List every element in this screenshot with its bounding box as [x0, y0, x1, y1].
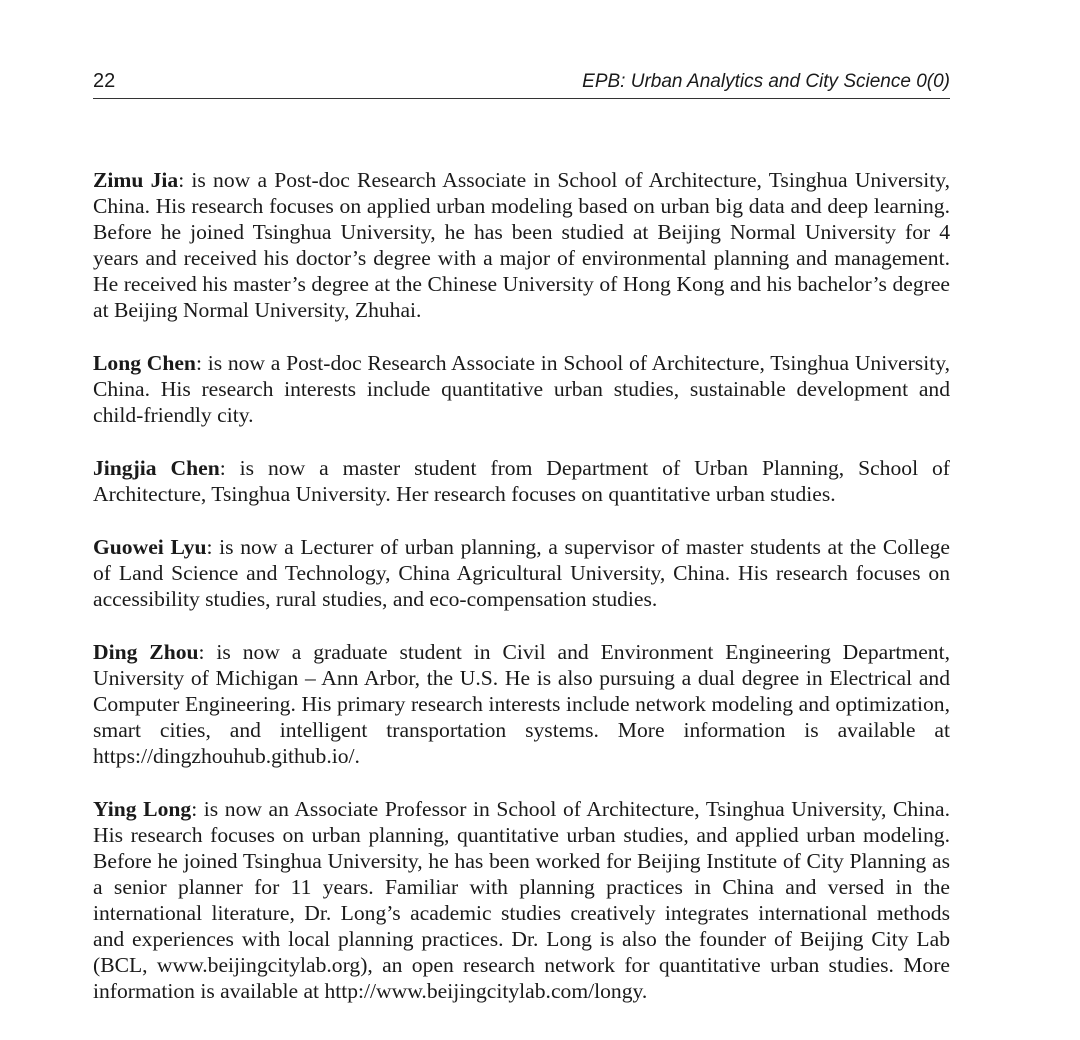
bio-ying-long: [93, 796, 950, 1004]
page-header: [93, 68, 950, 99]
bio-guowei-lyu: [93, 534, 950, 612]
author-bios: [93, 167, 950, 1031]
bio-long-chen: [93, 350, 950, 428]
bio-name: Zimu Jia: [93, 168, 179, 192]
bio-zimu-jia: [93, 167, 950, 323]
bio-text: : is now a master student from Department of Urban Planning, School of Architecture, Tsinghua University. Her research focuses on quantitative urban studies.: [93, 456, 950, 506]
bio-name: Guowei Lyu: [93, 535, 207, 559]
bio-jingjia-chen: [93, 455, 950, 507]
page-number: 22: [93, 70, 116, 92]
bio-name: Long Chen: [93, 351, 196, 375]
bio-ding-zhou: [93, 639, 950, 769]
bio-name: Ding Zhou: [93, 640, 199, 664]
bio-name: Ying Long: [93, 797, 192, 821]
bio-text: : is now a Lecturer of urban planning, a supervisor of master students at the College of Land Science and Technology, China Agricultural University, China. His research focuses on accessibility studies, rural studies, and eco-compensation studies.: [93, 535, 950, 611]
bio-text: : is now a Post-doc Research Associate in School of Architecture, Tsinghua University, China. His research interests include quantitative urban studies, sustainable development and child-friendly city.: [93, 351, 950, 427]
bio-text: : is now an Associate Professor in School of Architecture, Tsinghua University, China. His research focuses on urban planning, quantitative urban studies, and applied urban modeling. Before he joined Tsinghua University, he has been worked for Beijing Institute of City Planning as a senior planner for 11 years. Familiar with planning practices in China and versed in the international literature, Dr. Long’s academic studies creatively integrates international methods and experiences with local planning practices. Dr. Long is also the founder of Beijing City Lab (BCL, www.beijingcitylab.org), an open research network for quantitative urban studies. More information is available at http://www.beijingcitylab.com/longy.: [93, 797, 950, 1003]
journal-title: EPB: Urban Analytics and City Science 0(0): [582, 71, 950, 92]
bio-text: : is now a Post-doc Research Associate in School of Architecture, Tsinghua University, China. His research focuses on applied urban modeling based on urban big data and deep learning. Before he joined Tsinghua University, he has been studied at Beijing Normal University for 4 years and received his doctor’s degree with a major of environmental planning and management. He received his master’s degree at the Chinese University of Hong Kong and his bachelor’s degree at Beijing Normal University, Zhuhai.: [93, 168, 950, 322]
bio-text: : is now a graduate student in Civil and Environment Engineering Department, University of Michigan – Ann Arbor, the U.S. He is also pursuing a dual degree in Electrical and Computer Engineering. His primary research interests include network modeling and optimization, smart cities, and intelligent transportation systems. More information is available at https://dingzhouhub.github.io/.: [93, 640, 950, 768]
bio-name: Jingjia Chen: [93, 456, 220, 480]
